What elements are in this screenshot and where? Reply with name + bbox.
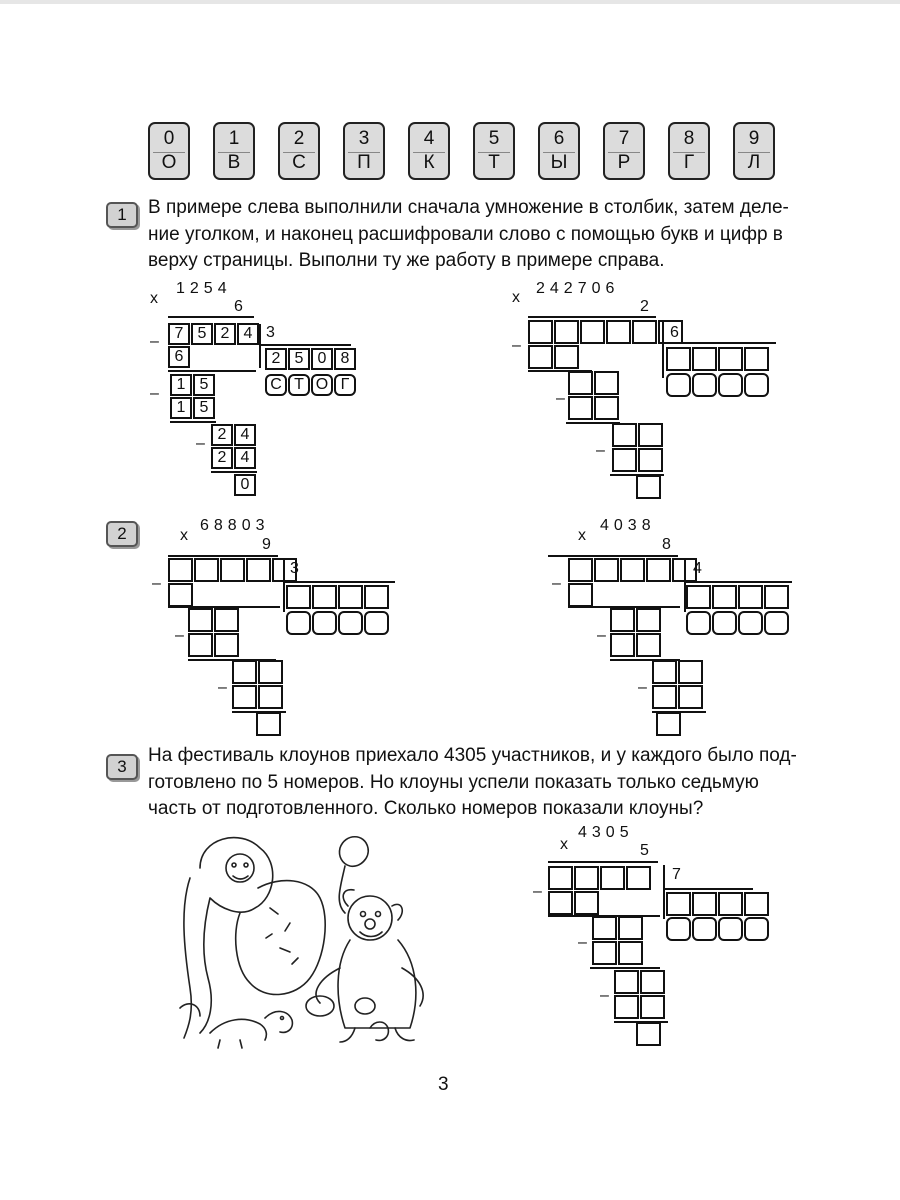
multiplier: 6 bbox=[234, 298, 243, 315]
key-tile: 9 Л bbox=[733, 122, 775, 180]
multiplier: 8 bbox=[662, 536, 671, 553]
quotient-boxes[interactable] bbox=[286, 585, 390, 609]
clowns-illustration bbox=[170, 828, 450, 1050]
answer-boxes[interactable] bbox=[168, 558, 298, 582]
key-tile: 2 С bbox=[278, 122, 320, 180]
key-tile: 5 Т bbox=[473, 122, 515, 180]
task3-text: На фестиваль клоунов приехало 4305 участников, и у каждого было под- готовлено по 5 номеров. Но клоуны успели показать только седьмую часть от подготовленного. Сколько номеров показали клоуны? bbox=[148, 745, 797, 819]
word-boxes[interactable] bbox=[286, 611, 390, 635]
answer-boxes[interactable] bbox=[548, 866, 652, 890]
multiplier: 2 bbox=[640, 298, 649, 315]
task-number-badge: 3 bbox=[106, 754, 138, 780]
key-tile: 0 О bbox=[148, 122, 190, 180]
multiplicand: 4038 bbox=[600, 517, 656, 534]
top-divider bbox=[0, 0, 900, 4]
answer-boxes[interactable] bbox=[528, 345, 580, 369]
task-number-badge: 1 bbox=[106, 202, 138, 228]
multiplicand: 1254 bbox=[176, 280, 232, 297]
multiplicand: 68803 bbox=[200, 517, 270, 534]
multiplier: 9 bbox=[262, 536, 271, 553]
divisor: 4 bbox=[693, 560, 702, 577]
key-tile: 6 Ы bbox=[538, 122, 580, 180]
multiplicand: 242706 bbox=[536, 280, 620, 297]
key-tile: 7 Р bbox=[603, 122, 645, 180]
product-digits: 7 5 2 4 bbox=[168, 323, 260, 345]
key-tile: 3 П bbox=[343, 122, 385, 180]
quotient-boxes[interactable] bbox=[666, 892, 770, 916]
answer-boxes[interactable] bbox=[528, 320, 684, 344]
key-tile: 4 К bbox=[408, 122, 450, 180]
word-boxes[interactable] bbox=[666, 917, 770, 941]
divisor: 7 bbox=[672, 866, 681, 883]
key-tile: 8 Г bbox=[668, 122, 710, 180]
task-number-badge: 2 bbox=[106, 521, 138, 547]
page-number: 3 bbox=[438, 1074, 449, 1095]
key-tile: 1 В bbox=[213, 122, 255, 180]
divisor: 6 bbox=[670, 324, 679, 341]
multiplier: 5 bbox=[640, 842, 649, 859]
divisor: 3 bbox=[266, 324, 275, 341]
word-boxes[interactable] bbox=[666, 373, 770, 397]
divisor: 3 bbox=[290, 560, 299, 577]
word-boxes[interactable] bbox=[686, 611, 790, 635]
task1-text: В примере слева выполнили сначала умножение в столбик, затем деле- ние уголком, и наконец расшифровали слово с помощью букв и цифр в верху страницы. Выполни ту же работу в примере справа. bbox=[148, 197, 789, 271]
quotient-digits: 2 5 0 8 bbox=[265, 348, 357, 370]
quotient-boxes[interactable] bbox=[686, 585, 790, 609]
decoded-word: С Т О Г bbox=[265, 374, 357, 396]
answer-boxes[interactable] bbox=[568, 558, 698, 582]
multiplicand: 4305 bbox=[578, 824, 634, 841]
quotient-boxes[interactable] bbox=[666, 347, 770, 371]
